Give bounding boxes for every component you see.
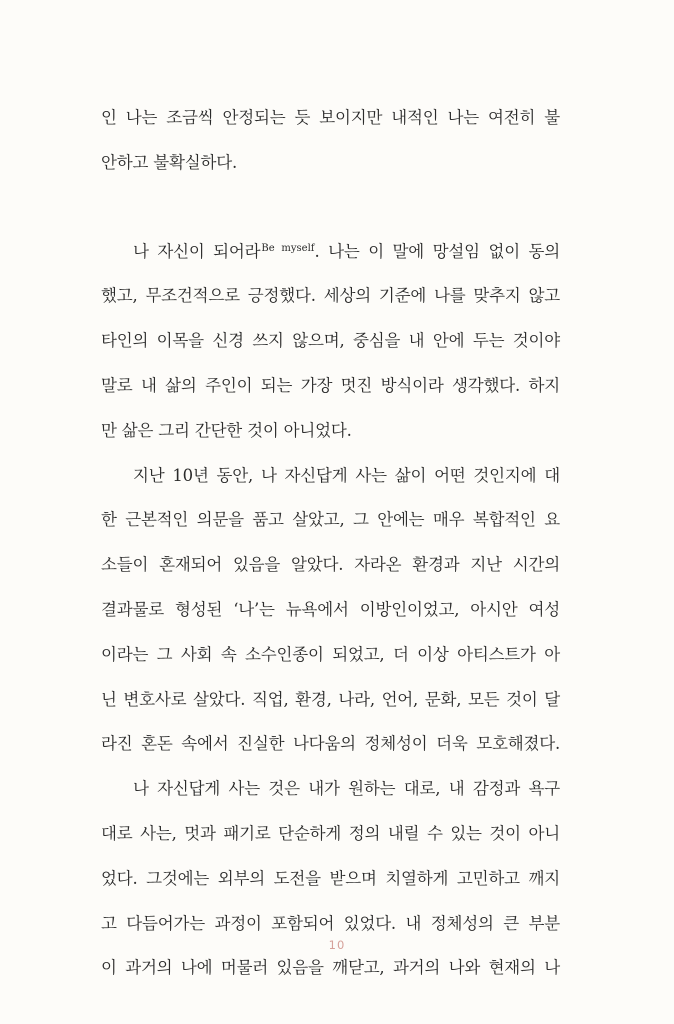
text-fragment: . 나는 이 말에 망설임 없이 동의: [314, 241, 561, 261]
text-line: 지난 10년 동안, 나 자신답게 사는 삶이 어떤 것인지에 대: [133, 465, 560, 485]
body-text: [101, 96, 560, 991]
text-line: 소들이 혼재되어 있음을 알았다. 자라온 환경과 지난 시간의: [101, 555, 560, 575]
text-line: 나 자신답게 사는 것은 내가 원하는 대로, 내 감정과 욕구: [133, 779, 560, 799]
text-line: 라진 혼돈 속에서 진실한 나다움의 정체성이 더욱 모호해졌다.: [101, 734, 560, 754]
text-line: 결과물로 형성된 ‘나’는 뉴욕에서 이방인이었고, 아시안 여성: [101, 599, 560, 619]
text-line: 인 나는 조금씩 안정되는 듯 보이지만 내적인 나는 여전히 불: [101, 108, 560, 127]
english-annotation: Be myself: [261, 242, 315, 254]
text-line: 대로 사는, 멋과 패기로 단순하게 정의 내릴 수 있는 것이 아니: [101, 823, 560, 843]
text-line: 닌 변호사로 살았다. 직업, 환경, 나라, 언어, 문화, 모든 것이 달: [101, 689, 560, 709]
text-line: 했고, 무조건적으로 긍정했다. 세상의 기준에 나를 맞추지 않고: [101, 286, 560, 306]
text-line: 었다. 그것에는 외부의 도전을 받으며 치열하게 고민하고 깨지: [101, 868, 560, 888]
text-fragment: 나 자신이 되어라: [133, 241, 261, 261]
text-line: 한 근본적인 의문을 품고 살았고, 그 안에는 매우 복합적인 요: [101, 510, 560, 530]
paragraph-2: [101, 230, 560, 454]
paragraph-3: [101, 454, 560, 768]
text-line: 타인의 이목을 신경 쓰지 않으며, 중심을 내 안에 두는 것이야: [101, 331, 560, 351]
text-line: 안하고 불확실하다.: [101, 152, 238, 172]
page-number: 10: [328, 938, 346, 952]
text-line: 이 과거의 나에 머물러 있음을 깨닫고, 과거의 나와 현재의 나: [101, 958, 560, 978]
text-line: [101, 230, 560, 275]
paragraph-1: [101, 96, 560, 186]
text-line: 이라는 그 사회 속 소수인종이 되었고, 더 이상 아티스트가 아: [101, 644, 560, 664]
text-line: 만 삶은 그리 간단한 것이 아니었다.: [101, 420, 352, 440]
paragraph-gap: [101, 186, 560, 230]
text-line: 고 다듬어가는 과정이 포함되어 있었다. 내 정체성의 큰 부분: [101, 913, 560, 933]
text-line: 말로 내 삶의 주인이 되는 가장 멋진 방식이라 생각했다. 하지: [101, 375, 560, 395]
paragraph-4: [101, 767, 560, 991]
